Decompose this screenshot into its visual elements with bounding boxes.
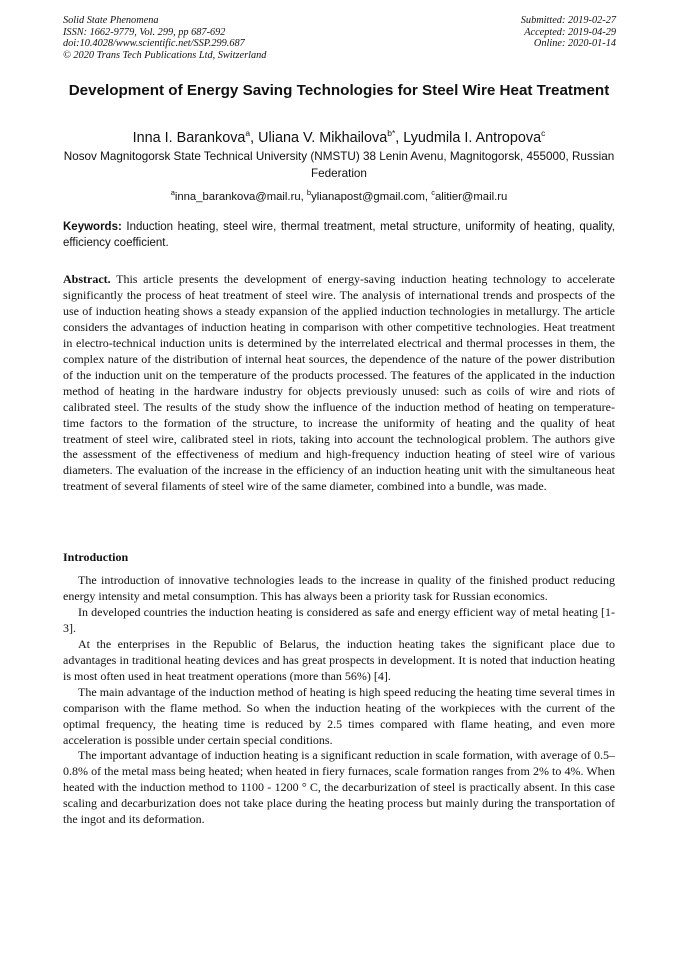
- affiliation: Nosov Magnitogorsk State Technical University (NMSTU) 38 Lenin Avenu, Magnitogorsk, 455000, Russian Federation: [63, 150, 615, 180]
- author-separator: ,: [250, 129, 259, 146]
- author-separator: ,: [395, 129, 404, 146]
- paragraph: In developed countries the induction heating is considered as safe and energy efficient way of metal heating [1-3].: [63, 604, 615, 635]
- author-name: Lyudmila I. Antropova: [403, 129, 542, 146]
- paragraph: The important advantage of induction heating is a significant reduction in scale formation, with average of 0.5–0.8% of the metal mass being heated; when heated in fiery furnaces, scale formation ranges from 2% to 4%. When heated with the induction method to 1100 - 1200 ° C, the decarburization of steel is practically absent. In this case scaling and decarburization does not take place during the heating process but mainly during the transportation of the ingot and its deformation.: [63, 748, 615, 827]
- paper-title: Development of Energy Saving Technologies for Steel Wire Heat Treatment: [68, 82, 610, 99]
- email-separator: ,: [424, 190, 432, 203]
- submission-dates: [521, 15, 616, 50]
- email-mark: b: [306, 188, 312, 197]
- email-mark: c: [431, 188, 435, 197]
- abstract-label: Abstract.: [63, 272, 111, 286]
- accepted-date: Accepted: 2019-04-29: [524, 26, 616, 38]
- introduction-body: [63, 573, 615, 828]
- keywords: [63, 220, 615, 251]
- author-affil-mark: a: [245, 128, 251, 138]
- abstract-text: This article presents the development of energy-saving induction heating technology to accelerate significantly the process of heat treatment of steel wire. The analysis of international trends and prospects of the use of induction heating shows a steady expansion of the applied induction technologies in metallurgy. The article considers the advantages of induction heating in comparison with other competitive technologies. Heat treatment in electro-technical induction units is determined by the interrelated electrical and thermal processes in them, the complex nature of the distribution of internal heat sources, the dependence of the nature of the power distribution of the induction unit on the temperature of the products processed. The features of the applicated in the induction method of heating in the hardware industry for objects previously unused: such as coils of wire and riots of calibrated steel. The results of the study show the influence of the induction method of heating on temperature-time factors to the formation of the structure, to increase the uniformity of heating and the quality of heat treatment of steel wire, calibrated steel in riots, taking into account the technological problem. The authors give the assessment of the effectiveness of medium and high-frequency induction heating of steel wire of various diameters. The evaluation of the increase in the efficiency of an induction heating unit with the simultaneous heat treatment of several filaments of steel wire of the same diameter, combined into a bundle, was made.: [63, 272, 615, 494]
- paragraph: The introduction of innovative technologies leads to the increase in quality of the finished product reducing energy intensity and metal consumption. This has always been a priority task for Russian economics.: [63, 573, 615, 603]
- doi-line: doi:10.4028/www.scientific.net/SSP.299.687: [63, 38, 245, 50]
- section-heading-introduction: Introduction: [63, 550, 129, 564]
- paragraph: The main advantage of the induction method of heating is high speed reducing the heating time several times in comparison with the flame method. So when the induction heating of the workpieces with the current of the optimal frequency, the heating time is reduced by 2.5 times compared with flame heating, and even more acceleration is possible under certain special conditions.: [63, 684, 615, 747]
- issn-line: ISSN: 1662-9779, Vol. 299, pp 687-692: [63, 26, 226, 38]
- paragraph: At the enterprises in the Republic of Belarus, the induction heating takes the significant place due to advantages in traditional heating devices and has great prospects in development. It is noted that induction heating is most often used in heat treatment operations (more than 56%) [4].: [63, 636, 615, 683]
- author-list: [63, 123, 615, 148]
- copyright-line: © 2020 Trans Tech Publications Ltd, Switzerland: [63, 49, 267, 61]
- author-name: Inna I. Barankova: [132, 129, 246, 146]
- email-address: alitier@mail.ru: [434, 190, 508, 203]
- keywords-label: Keywords:: [63, 221, 122, 233]
- online-date: Online: 2020-01-14: [533, 38, 616, 50]
- author-name: Uliana V. Mikhailova: [258, 129, 388, 146]
- email-address: ylianapost@gmail.com: [311, 190, 425, 203]
- journal-name: Solid State Phenomena: [63, 15, 159, 26]
- abstract: [63, 272, 615, 495]
- author-affil-mark: b*: [387, 128, 396, 138]
- email-separator: ,: [300, 190, 307, 203]
- submitted-date: Submitted: 2019-02-27: [520, 15, 616, 26]
- keywords-text: Induction heating, steel wire, thermal treatment, metal structure, uniformity of heating, quality, efficiency coefficient.: [63, 221, 615, 249]
- email-address: inna_barankova@mail.ru: [174, 190, 301, 203]
- email-list: [63, 185, 615, 205]
- email-mark: a: [170, 188, 175, 197]
- author-affil-mark: c: [541, 128, 546, 138]
- journal-metadata: [63, 15, 266, 61]
